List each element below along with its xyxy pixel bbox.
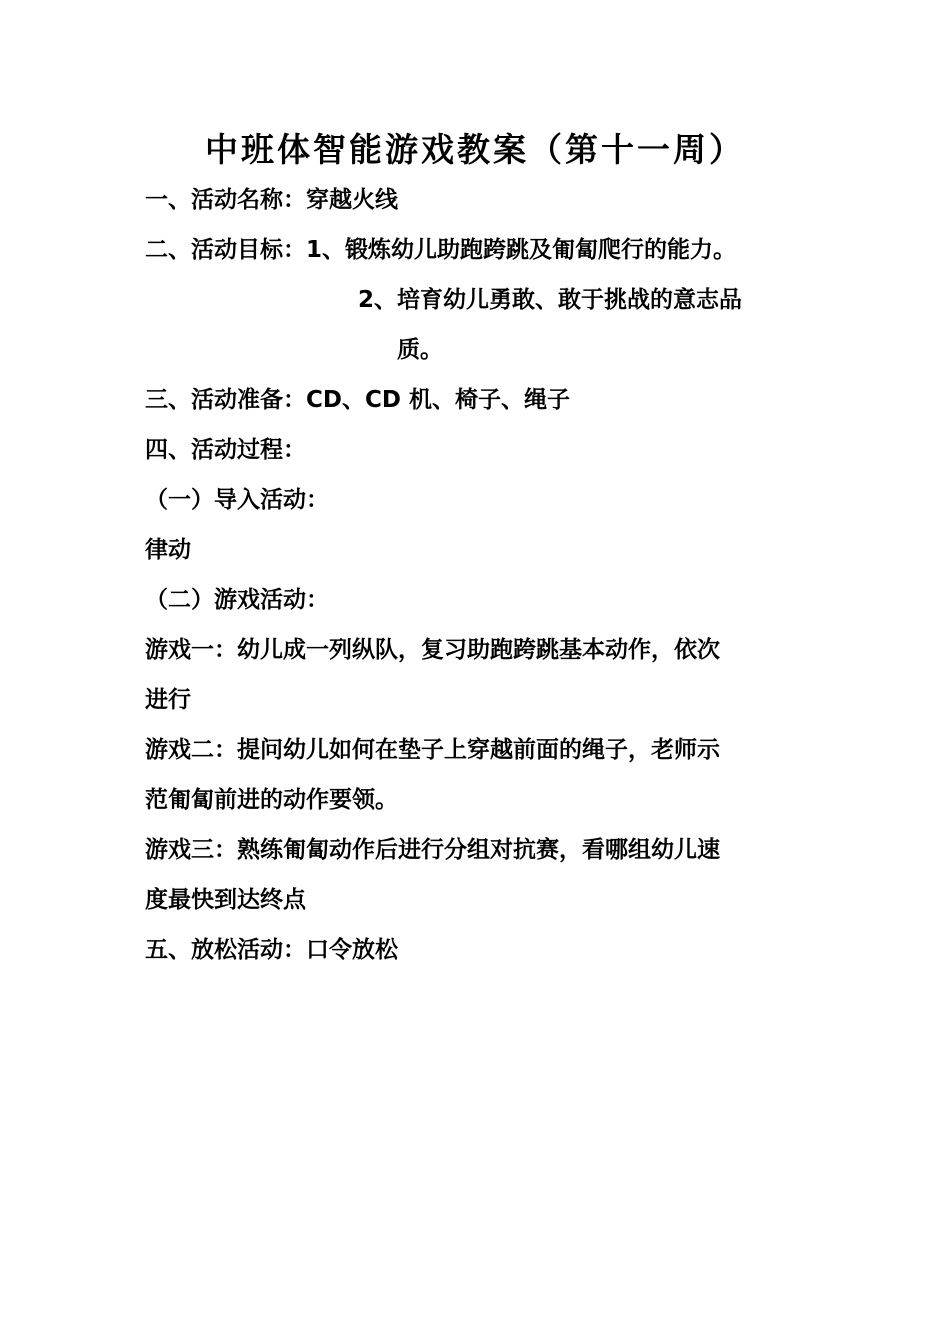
game-one-line-2: 进行 — [145, 687, 191, 713]
game-two-line-2: 范匍匐前进的动作要领。 — [145, 787, 398, 813]
activity-goal-line-1: 二、活动目标：1、锻炼幼儿助跑跨跳及匍匐爬行的能力。 — [145, 237, 737, 263]
activity-goal-line-2: 2、培育幼儿勇敢、敢于挑战的意志品 — [358, 287, 743, 313]
game-one-line-1: 游戏一：幼儿成一列纵队，复习助跑跨跳基本动作，依次 — [145, 637, 720, 663]
game-activity-heading: （二）游戏活动： — [145, 587, 329, 613]
intro-activity-heading: （一）导入活动： — [145, 487, 329, 513]
game-three-line-1: 游戏三：熟练匍匐动作后进行分组对抗赛，看哪组幼儿速 — [145, 837, 720, 863]
intro-activity-text: 律动 — [145, 537, 191, 563]
game-three-line-2: 度最快到达终点 — [145, 887, 306, 913]
activity-preparation-line: 三、活动准备：CD、CD 机、椅子、绳子 — [145, 387, 570, 413]
activity-goal-line-3: 质。 — [397, 337, 443, 363]
game-two-line-1: 游戏二：提问幼儿如何在垫子上穿越前面的绳子，老师示 — [145, 737, 720, 763]
relaxation-activity-line: 五、放松活动：口令放松 — [145, 937, 398, 963]
activity-name-line: 一、活动名称：穿越火线 — [145, 187, 398, 213]
document-title: 中班体智能游戏教案（第十一周） — [205, 130, 745, 169]
activity-process-heading: 四、活动过程： — [145, 437, 306, 463]
